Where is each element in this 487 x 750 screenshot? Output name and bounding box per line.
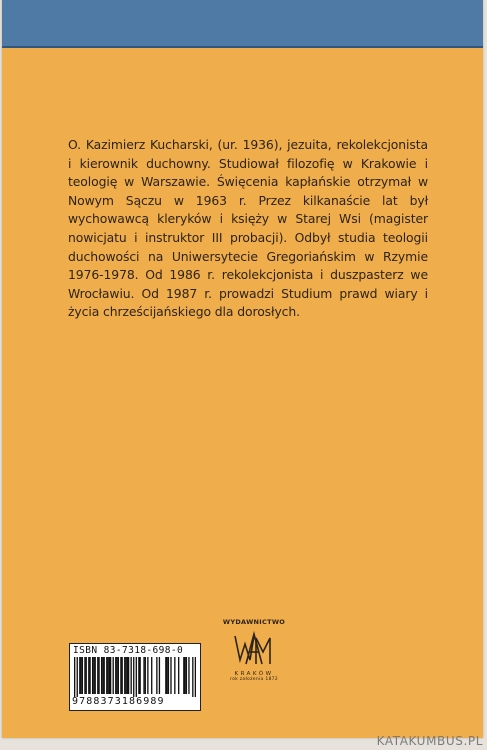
barcode-bar bbox=[110, 657, 111, 694]
barcode-digits: 9788373186989 bbox=[72, 696, 165, 707]
barcode-bar bbox=[116, 657, 117, 694]
barcode-bar bbox=[138, 657, 139, 694]
barcode-bar bbox=[92, 657, 93, 694]
barcode-bar bbox=[86, 657, 87, 694]
barcode-bar bbox=[165, 657, 166, 694]
isbn-barcode bbox=[69, 643, 201, 711]
author-bio bbox=[68, 136, 428, 322]
barcode-bar bbox=[156, 657, 157, 694]
wam-logo-icon bbox=[232, 630, 276, 670]
barcode-bar bbox=[115, 657, 116, 694]
barcode-bar bbox=[102, 657, 103, 694]
isbn-label: ISBN 83-7318-698-0 bbox=[73, 645, 184, 656]
publisher-label: WYDAWNICTWO bbox=[222, 618, 286, 626]
barcode-bar bbox=[101, 657, 102, 694]
barcode-bar bbox=[106, 657, 107, 694]
barcode-bar bbox=[184, 657, 185, 694]
barcode-bar bbox=[113, 657, 114, 694]
barcode-bar bbox=[166, 657, 167, 694]
barcode-bar bbox=[127, 657, 128, 694]
barcode-bar bbox=[109, 657, 110, 694]
back-cover bbox=[2, 0, 483, 738]
author-bio-text: O. Kazimierz Kucharski, (ur. 1936), jezuita, rekolekcjonista i kierownik duchowny. Studiował filozofię w Krakowie i teologię w Warszawie. Święcenia kapłańskie otrzymał w Nowym Sączu w 1963 r. Przez kilkanaście lat był wychowawcą kleryków i księży w Starej Wsi (magister nowicjatu i instruktor III probacji). Odbył studia teologii duchowości na Uniwersytecie Gregoriańskim w Rzymie 1976-1978. Od 1986 r. rekolekcjonista i duszpasterz we Wrocławiu. Od 1987 r. prowadzi Studium prawd wiary i życia chrześcijańskiego dla dorosłych. bbox=[68, 137, 428, 320]
barcode-bar bbox=[168, 657, 169, 694]
barcode-bar bbox=[84, 657, 85, 694]
barcode-bar bbox=[178, 657, 179, 694]
barcode-bar bbox=[159, 657, 160, 694]
barcode-bar bbox=[79, 657, 80, 694]
publisher-mark bbox=[214, 618, 294, 682]
barcode-bar bbox=[170, 657, 171, 694]
top-color-band bbox=[2, 0, 483, 46]
barcode-bar bbox=[139, 657, 140, 694]
band-divider bbox=[2, 46, 483, 48]
barcode-bar bbox=[82, 657, 83, 694]
barcode-bar bbox=[77, 657, 78, 697]
barcode-bar bbox=[88, 657, 89, 694]
barcode-bar bbox=[188, 657, 189, 694]
barcode-bar bbox=[118, 657, 119, 694]
publisher-founded: rok założenia 1872 bbox=[230, 677, 278, 682]
barcode-bar bbox=[95, 657, 96, 694]
barcode-bar bbox=[120, 657, 121, 694]
barcode-bar bbox=[80, 657, 81, 694]
barcode-bar bbox=[122, 657, 123, 694]
barcode-bar bbox=[192, 657, 193, 697]
barcode-bar bbox=[93, 657, 94, 694]
barcode-bar bbox=[98, 657, 99, 694]
barcode-bar bbox=[183, 657, 184, 694]
barcode-bar bbox=[74, 657, 75, 697]
barcode-bar bbox=[186, 657, 187, 694]
barcode-bar bbox=[125, 657, 126, 694]
barcode-bar bbox=[104, 657, 105, 694]
barcode-bar bbox=[151, 657, 152, 694]
barcode-bar bbox=[136, 657, 137, 697]
barcode-bar bbox=[133, 657, 134, 697]
barcode-bar bbox=[89, 657, 90, 694]
barcode-bar bbox=[128, 657, 129, 694]
site-watermark: KATAKUMBUS.PL bbox=[376, 734, 483, 748]
publisher-city: KRAKÓW bbox=[234, 671, 274, 677]
barcode-bar bbox=[107, 657, 108, 694]
barcode-bar bbox=[143, 657, 144, 694]
barcode-bar bbox=[147, 657, 148, 694]
barcode-bar bbox=[97, 657, 98, 694]
barcode-bar bbox=[124, 657, 125, 694]
barcode-bar bbox=[195, 657, 196, 697]
barcode-bar bbox=[131, 657, 132, 694]
barcode-bar bbox=[174, 657, 175, 694]
barcode-bars bbox=[74, 657, 196, 697]
barcode-bar bbox=[145, 657, 146, 694]
